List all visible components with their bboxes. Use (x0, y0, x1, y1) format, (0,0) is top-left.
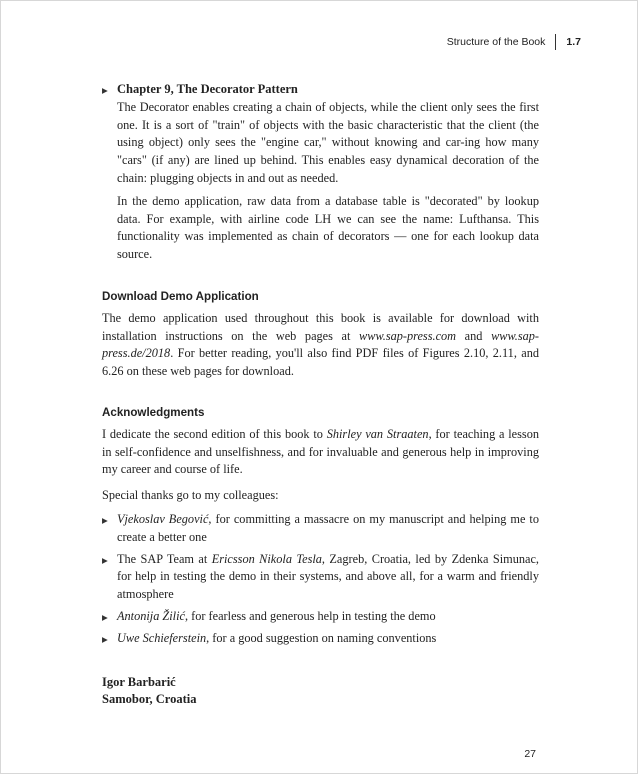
list-item (102, 608, 539, 626)
item-name: Antonija Žilić (117, 608, 185, 623)
list-item (102, 630, 539, 648)
chapter9-title: ▶ Chapter 9, The Decorator Pattern (102, 81, 539, 99)
download-text-2: and (456, 328, 492, 343)
chapter9-paragraph-1: The Decorator enables creating a chain of objects, while the client only sees the first one. It is a sort of "train" of objects with the basic characteristic that the client (the using object) only sees the "engine car," without knowing and car-ing how many "cars" (if any) are lined up behind. This enables easy dynamical decoration of the chain: plugging objects in and out as needed. (117, 99, 539, 185)
download-text-1: The demo application used throughout this book is available for download with installation instructions on the web pages at (102, 310, 539, 343)
item-name: Vjekoslav Begović (117, 511, 209, 526)
section-number: 1.7 (566, 36, 581, 48)
list-item (102, 511, 539, 547)
list-item (102, 551, 539, 604)
item-name: Ericsson Nikola Tesla (211, 551, 322, 566)
sap-press-de-link[interactable]: www.sap-press.de/2018 (102, 328, 540, 361)
item-text: , for a good suggestion on naming conventions (206, 630, 437, 645)
header-divider (555, 34, 556, 50)
page-content (102, 81, 539, 709)
item-text: , Zagreb, Croatia, led by Zdenka Simunac, for help in testing the demo in their systems, and above all, for a warm and friendly atmosphere (117, 551, 540, 602)
item-prefix: The SAP Team at (117, 551, 212, 566)
download-paragraph (102, 310, 539, 381)
download-heading: Download Demo Application (102, 289, 259, 303)
sap-press-com-link[interactable]: www.sap-press.com (359, 328, 457, 343)
signature-block (102, 674, 539, 710)
signature-location: Samobor, Croatia (102, 692, 197, 707)
dedication-text-b: , for teaching a lesson in self-confidence and unselfishness, and for invaluable and generous help in improving my career and course of life. (102, 426, 540, 477)
dedication-paragraph (102, 426, 539, 479)
chapter9-paragraph-2: In the demo application, raw data from a database table is "decorated" by lookup data. For example, with airline code LH we can see the name: Lufthansa. This functionality was implemented as chain of decorators — one for each lookup data source. (117, 193, 539, 262)
item-name: Uwe Schieferstein (117, 630, 207, 645)
page-number: 27 (524, 748, 536, 760)
thanks-list (102, 511, 539, 648)
acknowledgments-heading: Acknowledgments (102, 405, 205, 419)
signature-name: Igor Barbarić (102, 674, 176, 689)
thanks-intro: Special thanks go to my colleagues: (102, 488, 279, 503)
download-text-3: . For better reading, you'll also find PDF files of Figures 2.10, 2.11, and 6.26 on these web pages for download. (102, 346, 539, 379)
dedication-name: Shirley van Straaten (326, 426, 429, 441)
item-text: , for fearless and generous help in testing the demo (184, 608, 436, 623)
section-title: Structure of the Book (446, 36, 546, 48)
running-header (447, 34, 581, 50)
chapter9-entry (102, 81, 539, 264)
item-text: , for committing a massacre on my manuscript and helping me to create a better one (117, 511, 539, 544)
dedication-text-a: I dedicate the second edition of this book to (102, 426, 327, 441)
